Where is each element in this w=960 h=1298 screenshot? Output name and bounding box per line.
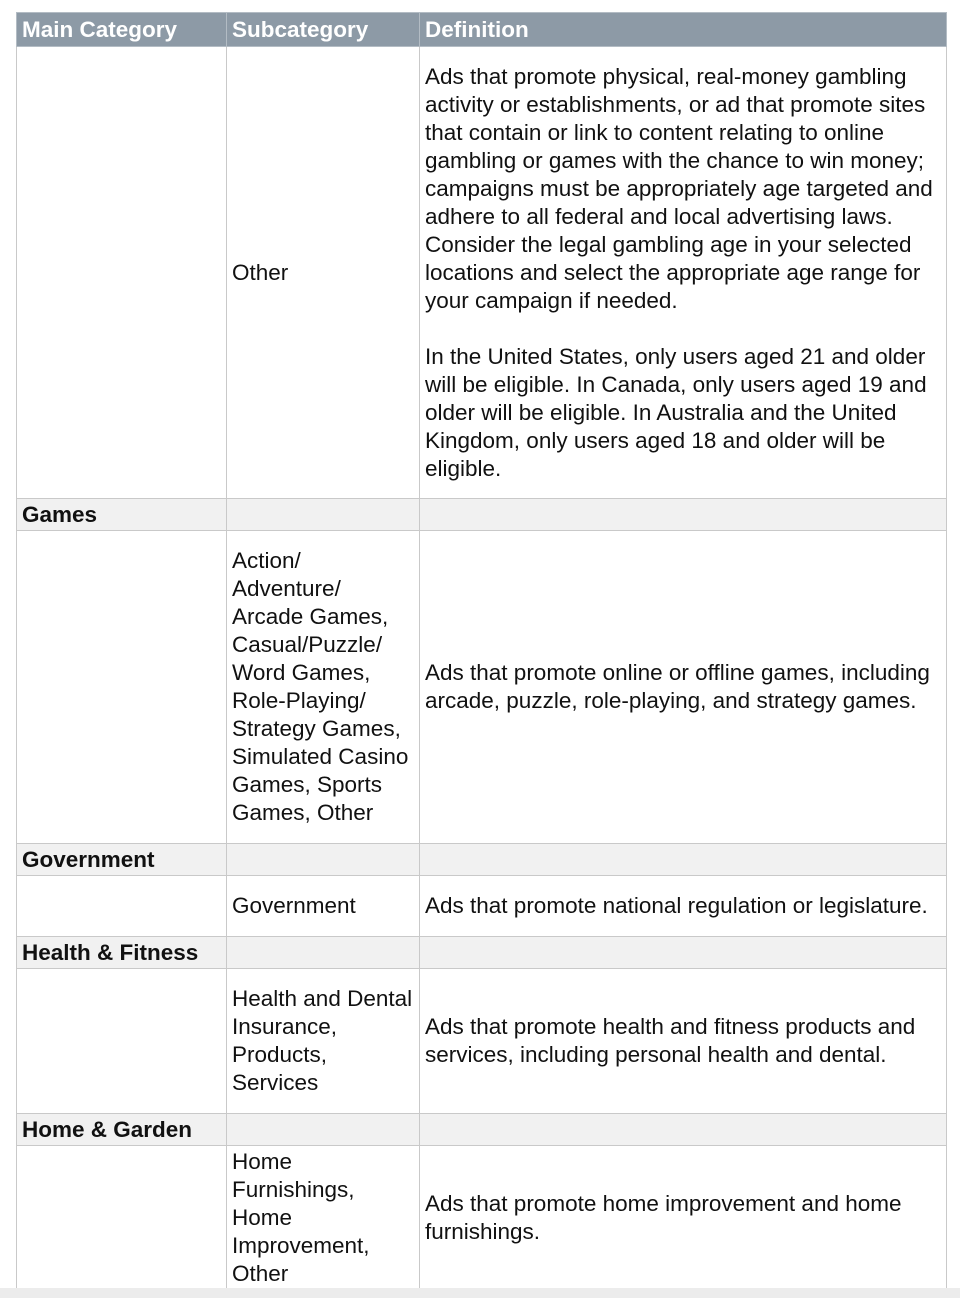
main-category-cell bbox=[17, 47, 227, 499]
definition-cell bbox=[420, 531, 947, 844]
main-category-cell bbox=[17, 1146, 227, 1291]
category-row bbox=[17, 937, 947, 969]
main-category-cell bbox=[17, 969, 227, 1114]
definition-paragraph: Ads that promote national regulation or legislature. bbox=[425, 893, 928, 918]
ad-category-table bbox=[16, 12, 947, 1291]
definition-cell bbox=[420, 876, 947, 937]
definition-cell bbox=[420, 1146, 947, 1291]
category-row bbox=[17, 1114, 947, 1146]
empty-cell bbox=[227, 499, 420, 531]
table-row bbox=[17, 47, 947, 499]
table-row bbox=[17, 969, 947, 1114]
empty-cell bbox=[420, 937, 947, 969]
header-main-category: Main Category bbox=[17, 13, 227, 47]
definition-cell bbox=[420, 969, 947, 1114]
table-row bbox=[17, 531, 947, 844]
main-category-cell: Games bbox=[17, 499, 227, 531]
empty-cell bbox=[420, 844, 947, 876]
subcategory-cell: Action/ Adventure/ Arcade Games, Casual/Puzzle/ Word Games, Role-Playing/ Strategy Games, Simulated Casino Games, Sports Games, Other bbox=[227, 531, 420, 844]
empty-cell bbox=[420, 1114, 947, 1146]
main-category-cell: Home & Garden bbox=[17, 1114, 227, 1146]
definition-paragraph: In the United States, only users aged 21 and older will be eligible. In Canada, only users aged 19 and older will be eligible. In Australia and the United Kingdom, only users aged 18 and older will be eligible. bbox=[425, 343, 927, 481]
main-category-cell bbox=[17, 531, 227, 844]
empty-cell bbox=[227, 844, 420, 876]
main-category-cell: Government bbox=[17, 844, 227, 876]
category-row bbox=[17, 499, 947, 531]
subcategory-cell: Home Furnishings, Home Improvement, Other bbox=[227, 1146, 420, 1291]
definition-cell bbox=[420, 47, 947, 499]
subcategory-cell: Health and Dental Insurance, Products, Services bbox=[227, 969, 420, 1114]
definition-paragraph: Ads that promote online or offline games, including arcade, puzzle, role-playing, and strategy games. bbox=[425, 660, 930, 713]
empty-cell bbox=[227, 1114, 420, 1146]
header-row bbox=[17, 13, 947, 47]
main-category-cell: Health & Fitness bbox=[17, 937, 227, 969]
table-row bbox=[17, 876, 947, 937]
category-row bbox=[17, 844, 947, 876]
empty-cell bbox=[420, 499, 947, 531]
bottom-edge bbox=[0, 1288, 960, 1298]
definition-paragraph: Ads that promote physical, real-money gambling activity or establishments, or ad that promote sites that contain or link to content relating to online gambling or games with the chance to win money; campaigns must be appropriately age targeted and adhere to all federal and local advertising laws. Consider the legal gambling age in your selected locations and select the appropriate age range for your campaign if needed. bbox=[425, 63, 933, 313]
header-subcategory: Subcategory bbox=[227, 13, 420, 47]
main-category-cell bbox=[17, 876, 227, 937]
subcategory-cell: Government bbox=[227, 876, 420, 937]
definition-paragraph: Ads that promote home improvement and home furnishings. bbox=[425, 1191, 902, 1244]
table-row bbox=[17, 1146, 947, 1291]
empty-cell bbox=[227, 937, 420, 969]
definition-paragraph: Ads that promote health and fitness products and services, including personal health and dental. bbox=[425, 1014, 916, 1067]
header-definition: Definition bbox=[420, 13, 947, 47]
subcategory-cell: Other bbox=[227, 47, 420, 499]
